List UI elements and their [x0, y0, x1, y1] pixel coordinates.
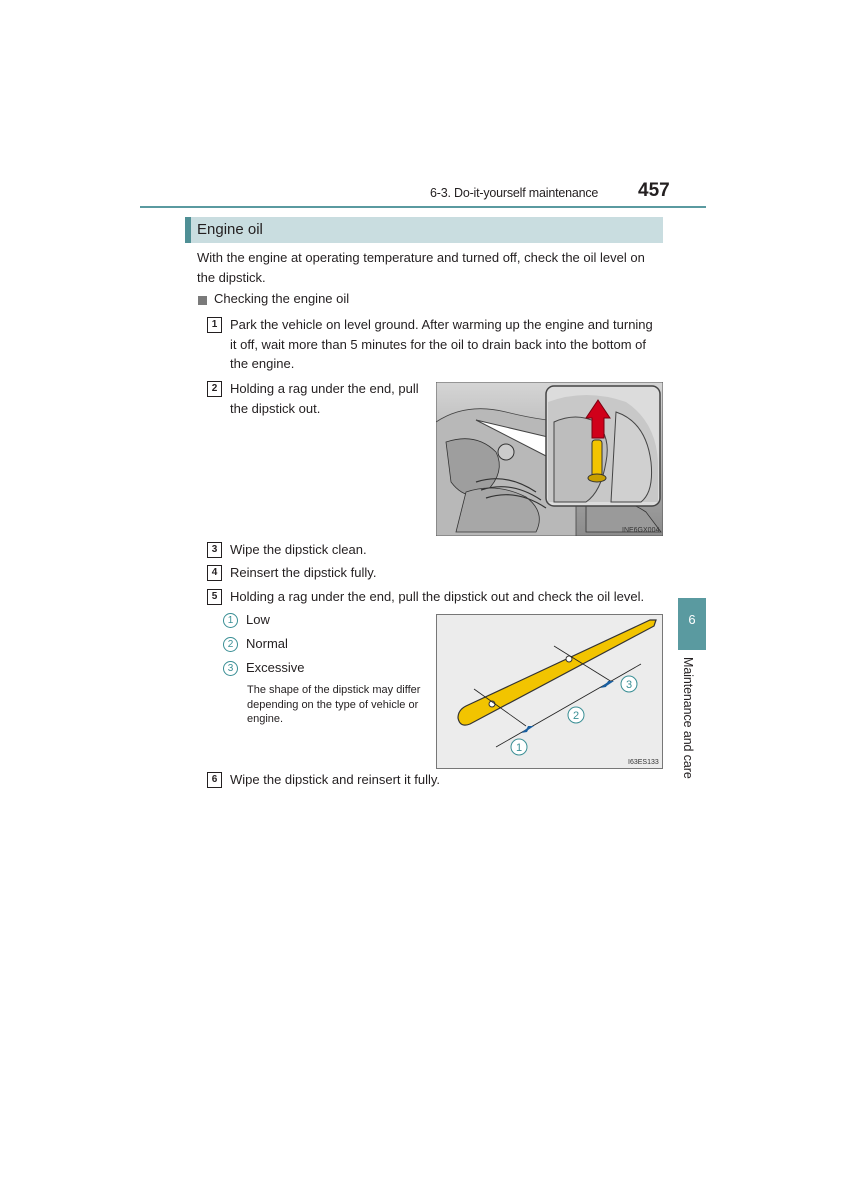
running-header-section: 6-3. Do-it-yourself maintenance [430, 186, 599, 200]
step-text: Park the vehicle on level ground. After warming up the engine and turning it off, wait more than 5 minutes for the oil to drain back into the bottom of the engine. [230, 317, 653, 371]
step-number: 6 [207, 772, 222, 788]
dipstick-figure-code: I63ES133 [628, 759, 659, 766]
note-text: The shape of the dipstick may differ depending on the type of vehicle or engine. [247, 684, 421, 725]
dipstick-level-illustration [436, 614, 663, 769]
legend-number: 1 [223, 613, 238, 628]
chapter-title-vertical: Maintenance and care [681, 657, 695, 779]
legend-number: 3 [223, 661, 238, 676]
subheading: Checking the engine oil [214, 291, 350, 306]
callout-low: 1 [515, 742, 523, 754]
engine-figure-code: INE6GX004 [622, 527, 660, 534]
intro-paragraph: With the engine at operating temperature and turned off, check the oil level on the dipstick. [197, 250, 645, 285]
legend-label: Normal [246, 636, 288, 651]
step-text: Reinsert the dipstick fully. [230, 565, 377, 580]
step-text: Wipe the dipstick and reinsert it fully. [230, 772, 441, 787]
step-text: Holding a rag under the end, pull the dipstick out and check the oil level. [230, 589, 645, 604]
step-number: 3 [207, 542, 222, 558]
callout-excessive: 3 [625, 679, 633, 691]
step-number: 1 [207, 317, 222, 333]
square-bullet-icon [198, 296, 207, 305]
chapter-number: 6 [688, 612, 696, 627]
step-number: 4 [207, 565, 222, 581]
step-number: 2 [207, 381, 222, 397]
legend-label: Excessive [246, 660, 305, 675]
section-title: Engine oil [197, 221, 263, 238]
legend-number: 2 [223, 637, 238, 652]
page-number: 457 [638, 180, 670, 201]
step-number: 5 [207, 589, 222, 605]
section-title-accent [185, 217, 191, 243]
step-text: Holding a rag under the end, pull the dipstick out. [230, 381, 419, 416]
legend-label: Low [246, 612, 270, 627]
header-rule [140, 206, 706, 208]
step-text: Wipe the dipstick clean. [230, 542, 367, 557]
callout-normal: 2 [572, 710, 580, 722]
engine-dipstick-illustration [436, 382, 663, 536]
